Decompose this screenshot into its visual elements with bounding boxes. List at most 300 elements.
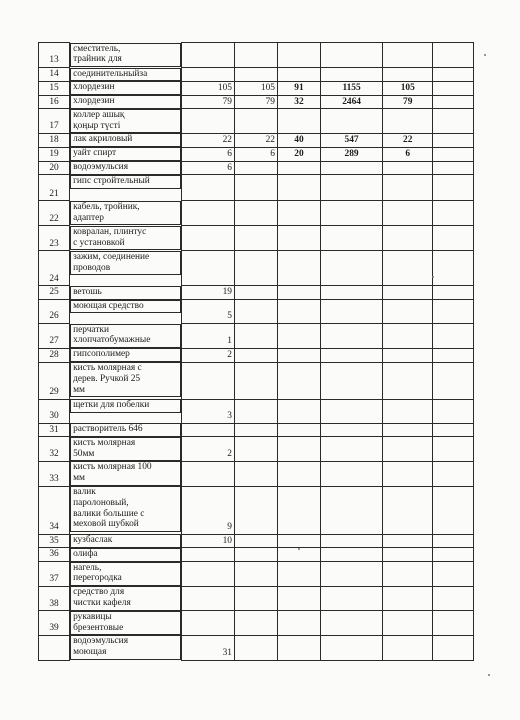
cell-text: 22 [222,134,232,145]
cell-text: 1155 [342,82,361,93]
cell-c3 [234,324,277,349]
item-name-text: ковралан, плинтус с установкой [73,226,147,248]
cell-qty [182,423,235,437]
cell-qty [182,399,235,423]
item-name-text: щетки для побелки [73,400,150,411]
cell-text: 2 [227,349,232,360]
cell-c4 [277,201,320,226]
cell-c4 [277,461,320,486]
row-number [39,461,70,486]
cell-text: 105 [260,82,275,93]
cell-text: 13 [49,55,59,66]
cell-c3 [234,175,277,201]
item-name-text: перчатки хлопчатобумажные [73,324,151,346]
cell-c6 [383,251,433,286]
item-name [70,486,181,532]
item-name [70,437,181,462]
row-number [39,348,70,362]
cell-c4 [277,324,320,349]
table-row [39,251,474,286]
cell-text: 21 [49,188,59,199]
table-row [39,81,474,95]
cell-c6 [383,226,433,251]
cell-c3 [234,251,277,286]
item-name [70,562,181,587]
row-number [39,300,70,324]
row-number [39,175,70,201]
cell-c3 [234,81,277,95]
cell-text: 31 [222,647,232,658]
cell-c6 [383,562,433,587]
row-number [39,81,70,95]
cell-qty [182,611,235,636]
cell-text: 38 [49,598,59,609]
cell-c7 [433,461,474,486]
cell-c3 [234,109,277,134]
cell-c7 [433,362,474,399]
cell-c7 [433,437,474,462]
table-row [39,461,474,486]
cell-c6 [383,399,433,423]
item-name [70,81,181,95]
cell-c4 [277,437,320,462]
cell-text: 14 [49,69,59,79]
cell-c6 [383,109,433,134]
row-number [39,324,70,349]
item-name-text: кабель, тройник, адаптер [73,201,140,223]
cell-c7 [433,251,474,286]
scan-speck [488,674,490,676]
row-number [39,548,70,562]
cell-c7 [433,486,474,534]
row-number [39,133,70,147]
cell-c6 [383,486,433,534]
cell-text: 79 [222,96,232,107]
cell-text: 16 [49,96,59,107]
cell-c4 [277,586,320,611]
table-row [39,43,474,68]
cell-c6 [383,437,433,462]
cell-text: 27 [49,335,59,346]
cell-c3 [234,362,277,399]
cell-c3 [234,300,277,324]
cell-text: 2464 [342,96,361,107]
row-number [39,161,70,175]
cell-c5 [321,175,383,201]
cell-c3 [234,95,277,109]
table-row [39,95,474,109]
cell-c5 [321,161,383,175]
cell-text: 22 [403,134,413,145]
cell-c3 [234,201,277,226]
cell-text: 91 [294,82,304,93]
cell-qty [182,486,235,534]
cell-text: 6 [270,148,275,159]
cell-c6 [383,635,433,660]
cell-qty [182,548,235,562]
cell-c6 [383,286,433,300]
cell-c5 [321,486,383,534]
item-name [70,43,181,68]
cell-c5 [321,635,383,660]
cell-qty [182,133,235,147]
cell-text: 79 [403,96,413,107]
cell-c7 [433,399,474,423]
cell-c7 [433,226,474,251]
cell-c5 [321,133,383,147]
item-name-text: хлордезин [73,82,115,93]
cell-qty [182,251,235,286]
cell-c5 [321,399,383,423]
cell-c5 [321,461,383,486]
item-name [70,226,181,251]
cell-c5 [321,534,383,548]
table-row [39,201,474,226]
cell-c6 [383,348,433,362]
cell-text: 36 [49,549,59,560]
cell-c7 [433,286,474,300]
cell-text: 6 [227,162,232,173]
row-number [39,586,70,611]
cell-text: 2 [227,449,232,460]
cell-c7 [433,147,474,161]
item-name-text: гипсополимер [73,349,130,360]
cell-text: 5 [227,311,232,322]
cell-c7 [433,635,474,660]
cell-text: 3 [227,410,232,421]
cell-c5 [321,562,383,587]
cell-c3 [234,226,277,251]
cell-c4 [277,81,320,95]
cell-c7 [433,175,474,201]
item-name [70,251,181,276]
row-number [39,43,70,68]
cell-text: 547 [344,134,359,145]
cell-text: 37 [49,573,59,584]
cell-c5 [321,348,383,362]
item-name-text: водоэмульсия [73,162,129,173]
cell-c5 [321,226,383,251]
cell-c7 [433,133,474,147]
item-name [70,461,181,486]
cell-text: 25 [49,287,59,298]
row-number [39,362,70,399]
row-number [39,437,70,462]
cell-c4 [277,161,320,175]
item-name [70,586,181,611]
cell-c4 [277,109,320,134]
item-name [70,399,181,413]
row-number [39,486,70,534]
cell-text: 15 [49,82,59,93]
scan-speck [484,54,486,56]
cell-qty [182,437,235,462]
cell-text: 79 [265,96,275,107]
cell-c4 [277,348,320,362]
row-number [39,286,70,300]
cell-qty [182,226,235,251]
item-name-text: кисть молярная 100 мм [73,462,152,484]
cell-c6 [383,586,433,611]
cell-c3 [234,43,277,68]
cell-qty [182,562,235,587]
item-name-text: соединительныйза [73,68,148,79]
cell-c6 [383,43,433,68]
scan-speck [298,548,300,550]
item-name-text: кузбаслак [73,535,113,546]
cell-c4 [277,95,320,109]
item-name [70,348,181,362]
row-number [39,611,70,636]
cell-text: 17 [49,121,59,132]
row-number [39,423,70,437]
table-row [39,399,474,423]
cell-c5 [321,548,383,562]
row-number [39,562,70,587]
cell-c7 [433,611,474,636]
cell-text: 1 [227,335,232,346]
cell-c5 [321,423,383,437]
cell-qty [182,286,235,300]
item-name-text: кисть молярная 50мм [73,437,136,459]
item-name-text: водоэмульсия моющая [73,636,129,658]
item-name-text: растворитель 646 [73,424,143,435]
cell-text: 19 [222,287,232,298]
item-name [70,300,181,314]
cell-c6 [383,147,433,161]
item-name-text: рукавицы брезентовые [73,611,124,633]
cell-text: 10 [222,535,232,546]
item-name-text: сместитель, трайник для [73,43,122,65]
cell-c4 [277,562,320,587]
item-name [70,534,181,548]
cell-c5 [321,43,383,68]
item-name [70,161,181,175]
cell-c6 [383,423,433,437]
cell-text: 33 [49,473,59,484]
cell-c4 [277,286,320,300]
table-row [39,362,474,399]
cell-c5 [321,68,383,82]
item-name [70,362,181,397]
cell-qty [182,324,235,349]
cell-qty [182,201,235,226]
table-row [39,437,474,462]
row-number [39,68,70,82]
cell-c4 [277,635,320,660]
cell-c7 [433,534,474,548]
cell-c4 [277,68,320,82]
cell-c5 [321,437,383,462]
cell-c7 [433,95,474,109]
cell-c5 [321,586,383,611]
row-number [39,95,70,109]
cell-c7 [433,548,474,562]
cell-c6 [383,461,433,486]
cell-c6 [383,161,433,175]
cell-text: 29 [49,386,59,397]
cell-c7 [433,300,474,324]
cell-text: 22 [265,134,275,145]
cell-c7 [433,201,474,226]
cell-qty [182,175,235,201]
item-name [70,423,181,437]
cell-c6 [383,300,433,324]
cell-c6 [383,534,433,548]
row-number [39,226,70,251]
item-name [70,324,181,349]
table-row [39,635,474,660]
item-name [70,286,181,300]
cell-c4 [277,251,320,286]
cell-c3 [234,486,277,534]
table-row [39,423,474,437]
item-name [70,548,181,562]
cell-c7 [433,562,474,587]
cell-text: 18 [49,134,59,145]
item-name [70,201,181,226]
cell-qty [182,109,235,134]
row-number [39,109,70,134]
cell-c5 [321,251,383,286]
scan-speck [432,276,434,278]
item-name-text: кисть молярная с дерев. Ручкой 25 мм [73,363,142,395]
cell-text: 35 [49,535,59,546]
table-row [39,548,474,562]
table-body [39,43,474,661]
cell-c7 [433,586,474,611]
cell-c4 [277,133,320,147]
cell-text: 105 [217,82,232,93]
cell-c5 [321,147,383,161]
item-name [70,175,181,189]
table-row [39,109,474,134]
cell-text: 6 [405,148,411,159]
item-name-text: гипс стройтельный [73,175,150,186]
cell-text: 34 [49,521,59,532]
table-row [39,324,474,349]
cell-c4 [277,611,320,636]
cell-c4 [277,399,320,423]
cell-c5 [321,362,383,399]
cell-c7 [433,68,474,82]
cell-c3 [234,68,277,82]
cell-c4 [277,175,320,201]
cell-text: 20 [294,148,304,159]
cell-text: 24 [49,273,59,284]
table-row [39,147,474,161]
cell-c6 [383,362,433,399]
row-number [39,399,70,423]
cell-text: 20 [49,162,59,173]
cell-c6 [383,133,433,147]
cell-text: 28 [49,349,59,360]
cell-c5 [321,95,383,109]
cell-qty [182,161,235,175]
cell-qty [182,68,235,82]
item-name [70,95,181,109]
table-row [39,68,474,82]
table-row [39,486,474,534]
cell-text: 105 [400,82,415,93]
item-name-text: лак акриловый [73,134,133,145]
table-row [39,226,474,251]
cell-text: 31 [49,424,59,435]
cell-c4 [277,362,320,399]
item-name [70,147,181,161]
cell-text: 22 [49,213,59,224]
cell-c3 [234,399,277,423]
table-row [39,175,474,201]
table-row [39,586,474,611]
table-row [39,562,474,587]
cell-qty [182,147,235,161]
cell-text: 289 [344,148,359,159]
cell-c3 [234,437,277,462]
item-name [70,611,181,636]
cell-c6 [383,95,433,109]
cell-c7 [433,43,474,68]
cell-c4 [277,147,320,161]
item-name-text: коллер ашық қоңыр түсті [73,109,125,131]
item-name-text: олифа [73,548,98,559]
item-name-text: моющая средство [73,300,144,311]
cell-c5 [321,81,383,95]
item-name-text: валик паролоновый, валики большие с меховой шубкой [73,487,145,530]
cell-c3 [234,548,277,562]
item-name [70,635,181,660]
cell-c4 [277,226,320,251]
cell-qty [182,362,235,399]
cell-c3 [234,461,277,486]
cell-qty [182,95,235,109]
cell-c3 [234,133,277,147]
cell-c5 [321,300,383,324]
cell-c5 [321,611,383,636]
cell-qty [182,461,235,486]
cell-qty [182,81,235,95]
item-name [70,109,181,134]
cell-text: 6 [227,148,232,159]
row-number [39,147,70,161]
cell-c7 [433,348,474,362]
table-row [39,161,474,175]
cell-text: 23 [49,238,59,249]
cell-c3 [234,635,277,660]
cell-c5 [321,109,383,134]
cell-c3 [234,423,277,437]
item-name [70,68,181,82]
item-name-text: зажим, соединение проводов [73,251,150,273]
table-row [39,534,474,548]
cell-c3 [234,534,277,548]
cell-qty [182,586,235,611]
cell-c3 [234,286,277,300]
cell-c5 [321,324,383,349]
cell-c7 [433,324,474,349]
item-name-text: нагель, перегородка [73,562,122,584]
cell-c6 [383,548,433,562]
row-number [39,534,70,548]
cell-c4 [277,43,320,68]
cell-c6 [383,201,433,226]
row-number [39,635,70,660]
cell-c6 [383,611,433,636]
cell-c3 [234,147,277,161]
row-number [39,251,70,286]
materials-table [38,42,474,661]
cell-qty [182,300,235,324]
